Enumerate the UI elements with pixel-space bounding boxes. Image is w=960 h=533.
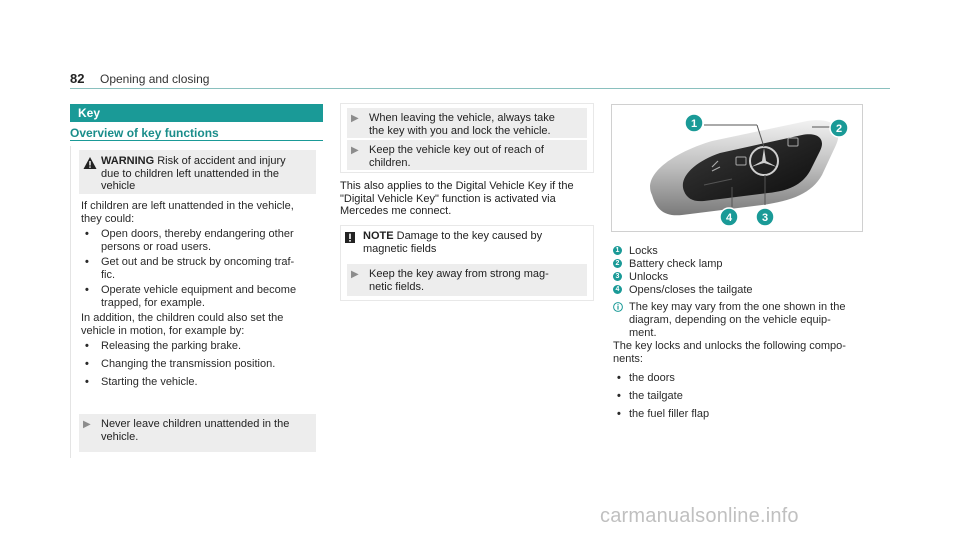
list-item-line: the doors — [629, 372, 675, 384]
callout-number: 1 — [690, 118, 698, 130]
bullet-icon: • — [85, 376, 89, 388]
warning-line-1: Risk of accident and injury — [157, 155, 286, 167]
callout-badge-3 — [756, 208, 774, 226]
instruction-line: Keep the key away from strong mag- — [369, 268, 549, 280]
warning-line-2: due to children left unattended in the — [101, 167, 279, 180]
callout-badge-4 — [720, 208, 738, 226]
warning-line-3: vehicle — [101, 180, 136, 192]
components-paragraph — [613, 340, 883, 370]
list-item-line: fic. — [101, 268, 116, 281]
info-note — [613, 301, 883, 341]
list-item-line: the tailgate — [629, 390, 683, 402]
instruction-box — [347, 140, 587, 170]
list-item-line: Starting the vehicle. — [101, 376, 198, 388]
instruction-line: the key with you and lock the vehicle. — [369, 124, 551, 137]
bullet-icon: • — [617, 408, 621, 420]
paragraph-line: nents: — [613, 353, 643, 365]
callout-badge-2 — [830, 119, 848, 137]
legend-badge: 3 — [613, 272, 622, 281]
bullet-icon: • — [85, 340, 89, 352]
list-item-line: persons or road users. — [101, 240, 212, 253]
instruction-line: Keep the vehicle key out of reach of — [369, 144, 544, 156]
callout-number: 2 — [835, 123, 843, 135]
list-item — [613, 408, 883, 422]
watermark: carmanualsonline.info — [600, 505, 799, 527]
bullet-icon: • — [85, 358, 89, 370]
paragraph-motion — [81, 312, 321, 337]
list-item-line: Get out and be struck by oncoming traf- — [101, 256, 295, 268]
paragraph-line: In addition, the children could also set the — [81, 312, 284, 324]
legend-item — [613, 245, 883, 259]
instruction-arrow-icon: ▶ — [351, 269, 359, 280]
subsection-divider — [70, 140, 323, 141]
digital-key-paragraph — [340, 180, 594, 218]
instruction-line: Never leave children unattended in the — [101, 418, 290, 430]
list-item-line: trapped, for example. — [101, 296, 205, 309]
instruction-arrow-icon: ▶ — [83, 419, 91, 430]
legend-label: Battery check lamp — [629, 258, 723, 270]
list-item — [85, 256, 315, 281]
paragraph-line: The key locks and unlocks the following compo- — [613, 340, 846, 352]
instruction-arrow-icon: ▶ — [351, 145, 359, 156]
list-item — [85, 340, 315, 353]
paragraph-line: "Digital Vehicle Key" function is activated via — [340, 192, 556, 205]
warning-label: WARNING — [101, 155, 155, 167]
paragraph-line: they could: — [81, 212, 135, 225]
bullet-icon: • — [85, 284, 89, 296]
instruction-text — [369, 268, 579, 293]
instruction-text — [369, 144, 579, 169]
warning-box — [79, 150, 316, 194]
bullet-icon: • — [85, 228, 89, 240]
legend-badge: 4 — [613, 285, 622, 294]
warning-triangle-icon — [83, 156, 97, 170]
list-item-line: Changing the transmission position. — [101, 358, 276, 370]
note-text — [363, 230, 588, 255]
legend-badge: 1 — [613, 246, 622, 255]
callout-number: 4 — [725, 212, 733, 224]
legend-badge: 2 — [613, 259, 622, 268]
info-icon — [613, 302, 623, 312]
column-1 — [70, 146, 323, 458]
instruction-text — [369, 112, 579, 137]
list-item — [85, 228, 315, 253]
info-line: ment. — [629, 327, 657, 339]
list-item — [613, 390, 883, 404]
vehicle-key-illustration — [612, 105, 862, 231]
list-item — [613, 372, 883, 386]
callout-badge-1 — [685, 114, 703, 132]
header-divider — [70, 88, 890, 89]
paragraph-line: vehicle in motion, for example by: — [81, 324, 245, 337]
list-item-line: Open doors, thereby endangering other — [101, 228, 294, 240]
list-item — [85, 284, 315, 309]
note-label: NOTE — [363, 230, 394, 242]
instruction-line: children. — [369, 156, 411, 169]
list-item-line: the fuel filler flap — [629, 408, 710, 420]
list-item-line: Operate vehicle equipment and become — [101, 284, 297, 296]
instruction-box — [347, 108, 587, 138]
list-item — [85, 358, 315, 371]
legend-label: Unlocks — [629, 271, 669, 283]
running-header: Opening and closing — [100, 72, 210, 86]
bullet-icon: • — [617, 372, 621, 384]
bullet-icon: • — [617, 390, 621, 402]
instruction-line: netic fields. — [369, 280, 425, 293]
info-text — [629, 301, 879, 340]
legend-item — [613, 271, 883, 285]
instruction-box — [79, 414, 316, 452]
note-line: Damage to the key caused by — [396, 230, 543, 242]
legend-label: Locks — [629, 245, 658, 257]
subsection-title: Overview of key functions — [70, 126, 219, 140]
callout-number: 3 — [761, 212, 769, 224]
info-line: The key may vary from the one shown in the — [629, 301, 846, 313]
legend-label: Opens/closes the tailgate — [629, 284, 753, 296]
list-item-line: Releasing the parking brake. — [101, 340, 242, 352]
paragraph-line: This also applies to the Digital Vehicle Key if the — [340, 180, 574, 192]
note-panel — [340, 225, 594, 301]
paragraph-line: Mercedes me connect. — [340, 205, 452, 217]
instruction-text — [101, 418, 311, 443]
bullet-icon: • — [85, 256, 89, 268]
note-line: magnetic fields — [363, 242, 437, 255]
instruction-line: vehicle. — [101, 430, 139, 443]
warning-text — [101, 155, 311, 193]
list-item — [85, 376, 315, 389]
page-number: 82 — [70, 71, 85, 86]
section-title: Key — [70, 104, 323, 122]
instruction-box — [347, 264, 587, 296]
paragraph-children — [81, 200, 321, 225]
instruction-arrow-icon: ▶ — [351, 113, 359, 124]
legend-item — [613, 284, 883, 298]
legend-item — [613, 258, 883, 272]
key-figure — [611, 104, 863, 232]
paragraph-line: If children are left unattended in the vehicle, — [81, 200, 294, 212]
note-exclamation-icon — [345, 232, 355, 243]
info-line: diagram, depending on the vehicle equip- — [629, 314, 831, 326]
instruction-panel — [340, 103, 594, 173]
instruction-line: When leaving the vehicle, always take — [369, 112, 555, 124]
